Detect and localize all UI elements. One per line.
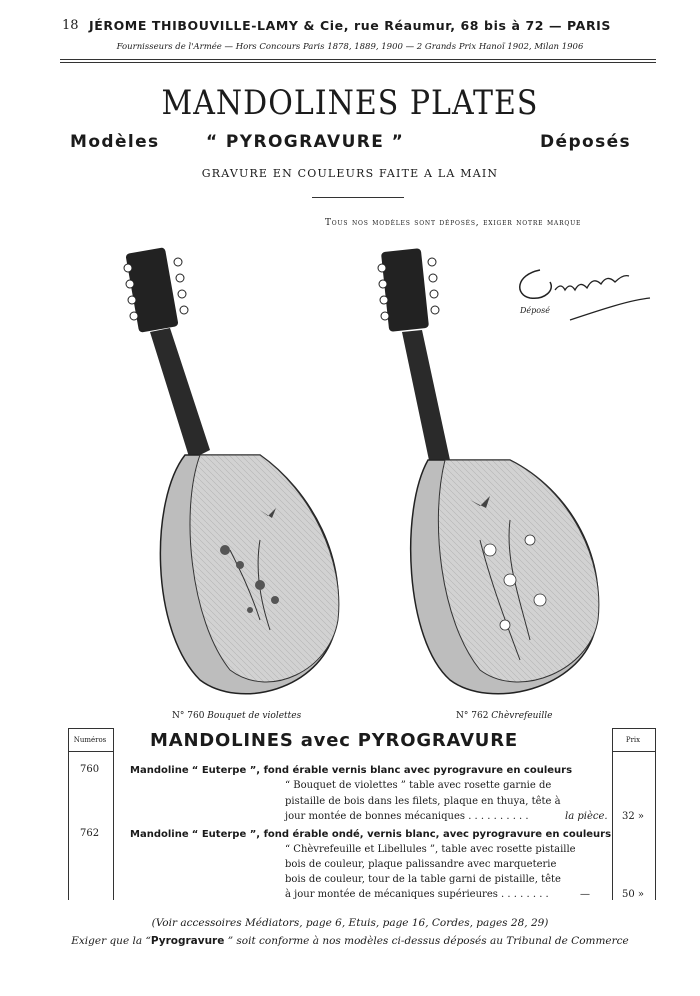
page-number: 18 — [62, 18, 79, 33]
company-header: JÉROME THIBOUVILLE-LAMY & Cie, rue Réaumur, 68 bis à 72 — PARIS — [88, 18, 612, 33]
row-762-line2: “ Chèvrefeuille et Libellules ”, table avec rosette pistaille — [285, 844, 576, 855]
gravure-subtitle: GRAVURE EN COULEURS FAITE A LA MAIN — [201, 167, 499, 180]
header-rule-bottom — [60, 62, 656, 63]
euterpe-trademark-signature — [510, 250, 660, 330]
row-760-line1: Mandoline “ Euterpe ”, fond érable vernis blanc avec pyrogravure en couleurs — [130, 765, 573, 776]
models-left: Modèles — [70, 132, 160, 152]
table-banner: MANDOLINES avec PYROGRAVURE — [150, 730, 518, 751]
footer-notice: Exiger que la “Pyrogravure ” soit conforme à nos modèles ci-dessus déposés au Tribunal de Commerce — [71, 935, 629, 947]
row-762-line3: bois de couleur, plaque palissandre avec marqueterie — [285, 859, 557, 870]
caption-762: N° 762 Chèvrefeuille — [456, 711, 553, 721]
row-762-price: 50 » — [622, 889, 645, 900]
col-numeros-header: Numéros — [73, 736, 107, 744]
row-760-line2: “ Bouquet de violettes ” table avec rosette garnie de — [285, 780, 552, 791]
page-title: MANDOLINES PLATES — [161, 83, 539, 124]
row-762-number: 762 — [80, 828, 100, 839]
header-rule-top — [60, 59, 656, 60]
trademark-deposited: Déposé — [520, 306, 550, 315]
row-760-line3: pistaille de bois dans les filets, plaque en thuya, tête à — [285, 796, 561, 807]
col-prix-header: Prix — [625, 736, 641, 744]
company-subtitle: Fournisseurs de l'Armée — Hors Concours Paris 1878, 1889, 1900 — 2 Grands Prix Hanoï 1902, Milan 1906 — [116, 42, 584, 52]
row-760-number: 760 — [80, 764, 100, 775]
row-760-unit: la pièce. — [565, 811, 608, 822]
footer-accessories: (Voir accessoires Médiators, page 6, Etuis, page 16, Cordes, pages 28, 29) — [151, 917, 549, 929]
row-760-line4: jour montée de bonnes mécaniques . . . . . . . . . . — [285, 811, 529, 822]
deposes-note: Tous nos modèles sont déposés, exiger notre marque — [325, 218, 582, 228]
row-762-line1: Mandoline “ Euterpe ”, fond érable ondé, vernis blanc, avec pyrogravure en couleurs — [130, 829, 612, 840]
row-762-line4: bois de couleur, tour de la table garni de pistaille, tête — [285, 874, 561, 885]
row-760-price: 32 » — [622, 811, 645, 822]
row-762-unit: — — [580, 889, 590, 900]
models-center: “ PYROGRAVURE ” — [206, 132, 405, 152]
mandolin-760-image — [124, 247, 339, 694]
gravure-rule — [312, 197, 404, 198]
prices-column — [612, 750, 656, 900]
models-right: Déposés — [540, 132, 632, 152]
caption-760: N° 760 Bouquet de violettes — [172, 711, 302, 721]
row-762-line5: à jour montée de mécaniques supérieures . . . . . . . . — [285, 889, 549, 900]
